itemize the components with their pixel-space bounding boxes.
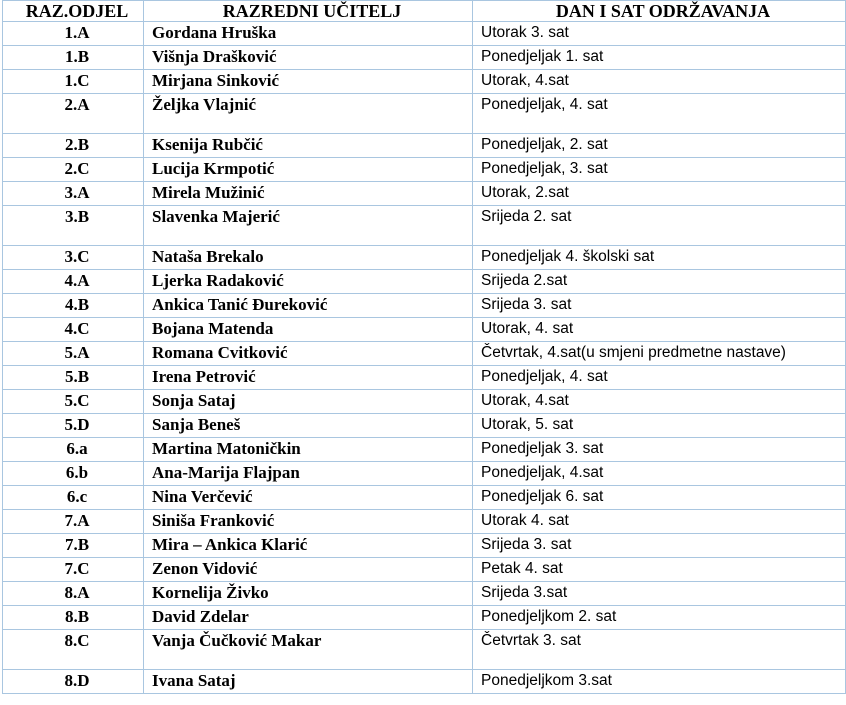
class-cell: 3.B [3, 206, 144, 246]
header-time: DAN I SAT ODRŽAVANJA [473, 1, 846, 22]
class-cell: 7.A [3, 510, 144, 534]
class-cell: 7.C [3, 558, 144, 582]
table-row [3, 270, 846, 294]
teacher-cell: Ksenija Rubčić [144, 134, 473, 158]
teacher-cell: Ankica Tanić Đureković [144, 294, 473, 318]
class-cell: 8.D [3, 670, 144, 694]
teacher-cell: Gordana Hruška [144, 22, 473, 46]
class-cell: 6.a [3, 438, 144, 462]
table-row [3, 94, 846, 134]
time-cell: Ponedjeljak 4. školski sat [473, 246, 846, 270]
teacher-cell: Višnja Drašković [144, 46, 473, 70]
teacher-cell: Bojana Matenda [144, 318, 473, 342]
time-cell: Srijeda 3.sat [473, 582, 846, 606]
teacher-cell: Zenon Vidović [144, 558, 473, 582]
table-row [3, 414, 846, 438]
table-row [3, 294, 846, 318]
table-row [3, 182, 846, 206]
time-cell: Utorak, 5. sat [473, 414, 846, 438]
teacher-cell: Mirela Mužinić [144, 182, 473, 206]
header-row [3, 1, 846, 22]
class-cell: 4.C [3, 318, 144, 342]
table-row [3, 438, 846, 462]
time-cell: Ponedjeljak 1. sat [473, 46, 846, 70]
teacher-cell: Kornelija Živko [144, 582, 473, 606]
table-row [3, 318, 846, 342]
teacher-cell: Irena Petrović [144, 366, 473, 390]
class-cell: 1.C [3, 70, 144, 94]
table-row [3, 206, 846, 246]
class-cell: 5.D [3, 414, 144, 438]
table-row [3, 390, 846, 414]
table-row [3, 486, 846, 510]
time-cell: Srijeda 2.sat [473, 270, 846, 294]
time-cell: Utorak, 4.sat [473, 70, 846, 94]
class-cell: 1.A [3, 22, 144, 46]
table-row [3, 46, 846, 70]
teacher-cell: Vanja Čučković Makar [144, 630, 473, 670]
time-cell: Ponedjeljak 3. sat [473, 438, 846, 462]
time-cell: Ponedjeljkom 3.sat [473, 670, 846, 694]
teacher-cell: Sonja Sataj [144, 390, 473, 414]
table-row [3, 670, 846, 694]
time-cell: Srijeda 3. sat [473, 534, 846, 558]
time-cell: Ponedjeljkom 2. sat [473, 606, 846, 630]
time-cell: Petak 4. sat [473, 558, 846, 582]
class-cell: 5.C [3, 390, 144, 414]
class-cell: 8.C [3, 630, 144, 670]
time-cell: Četvrtak, 4.sat(u smjeni predmetne nastave) [473, 342, 846, 366]
class-cell: 5.A [3, 342, 144, 366]
class-cell: 6.b [3, 462, 144, 486]
teacher-cell: Ivana Sataj [144, 670, 473, 694]
time-cell: Utorak, 2.sat [473, 182, 846, 206]
table-row [3, 70, 846, 94]
class-cell: 4.A [3, 270, 144, 294]
time-cell: Ponedjeljak, 4.sat [473, 462, 846, 486]
class-cell: 6.c [3, 486, 144, 510]
time-cell: Utorak 3. sat [473, 22, 846, 46]
table-row [3, 134, 846, 158]
class-cell: 5.B [3, 366, 144, 390]
table-row [3, 366, 846, 390]
class-cell: 1.B [3, 46, 144, 70]
time-cell: Ponedjeljak 6. sat [473, 486, 846, 510]
class-cell: 8.A [3, 582, 144, 606]
teacher-cell: Ljerka Radaković [144, 270, 473, 294]
teacher-cell: Mira – Ankica Klarić [144, 534, 473, 558]
teacher-cell: Siniša Franković [144, 510, 473, 534]
teacher-cell: Željka Vlajnić [144, 94, 473, 134]
time-cell: Utorak, 4.sat [473, 390, 846, 414]
table-row [3, 462, 846, 486]
time-cell: Utorak, 4. sat [473, 318, 846, 342]
teacher-cell: Lucija Krmpotić [144, 158, 473, 182]
table-row [3, 158, 846, 182]
header-class: RAZ.ODJEL [3, 1, 144, 22]
class-cell: 7.B [3, 534, 144, 558]
class-cell: 8.B [3, 606, 144, 630]
teacher-cell: Sanja Beneš [144, 414, 473, 438]
time-cell: Utorak 4. sat [473, 510, 846, 534]
teacher-cell: Nina Verčević [144, 486, 473, 510]
class-cell: 2.B [3, 134, 144, 158]
class-cell: 4.B [3, 294, 144, 318]
class-cell: 3.C [3, 246, 144, 270]
time-cell: Ponedjeljak, 3. sat [473, 158, 846, 182]
table-body [3, 22, 846, 694]
table-row [3, 534, 846, 558]
table-row [3, 510, 846, 534]
header-teacher: RAZREDNI UČITELJ [144, 1, 473, 22]
class-cell: 3.A [3, 182, 144, 206]
time-cell: Srijeda 3. sat [473, 294, 846, 318]
class-cell: 2.A [3, 94, 144, 134]
table-row [3, 630, 846, 670]
time-cell: Srijeda 2. sat [473, 206, 846, 246]
table-row [3, 582, 846, 606]
time-cell: Ponedjeljak, 2. sat [473, 134, 846, 158]
teacher-cell: David Zdelar [144, 606, 473, 630]
table-row [3, 22, 846, 46]
schedule-table [2, 0, 846, 694]
teacher-cell: Mirjana Sinković [144, 70, 473, 94]
time-cell: Ponedjeljak, 4. sat [473, 94, 846, 134]
table-row [3, 558, 846, 582]
teacher-cell: Romana Cvitković [144, 342, 473, 366]
time-cell: Ponedjeljak, 4. sat [473, 366, 846, 390]
table-row [3, 606, 846, 630]
teacher-cell: Martina Matoničkin [144, 438, 473, 462]
table-row [3, 342, 846, 366]
teacher-cell: Nataša Brekalo [144, 246, 473, 270]
time-cell: Četvrtak 3. sat [473, 630, 846, 670]
table-row [3, 246, 846, 270]
teacher-cell: Ana-Marija Flajpan [144, 462, 473, 486]
teacher-cell: Slavenka Majerić [144, 206, 473, 246]
class-cell: 2.C [3, 158, 144, 182]
